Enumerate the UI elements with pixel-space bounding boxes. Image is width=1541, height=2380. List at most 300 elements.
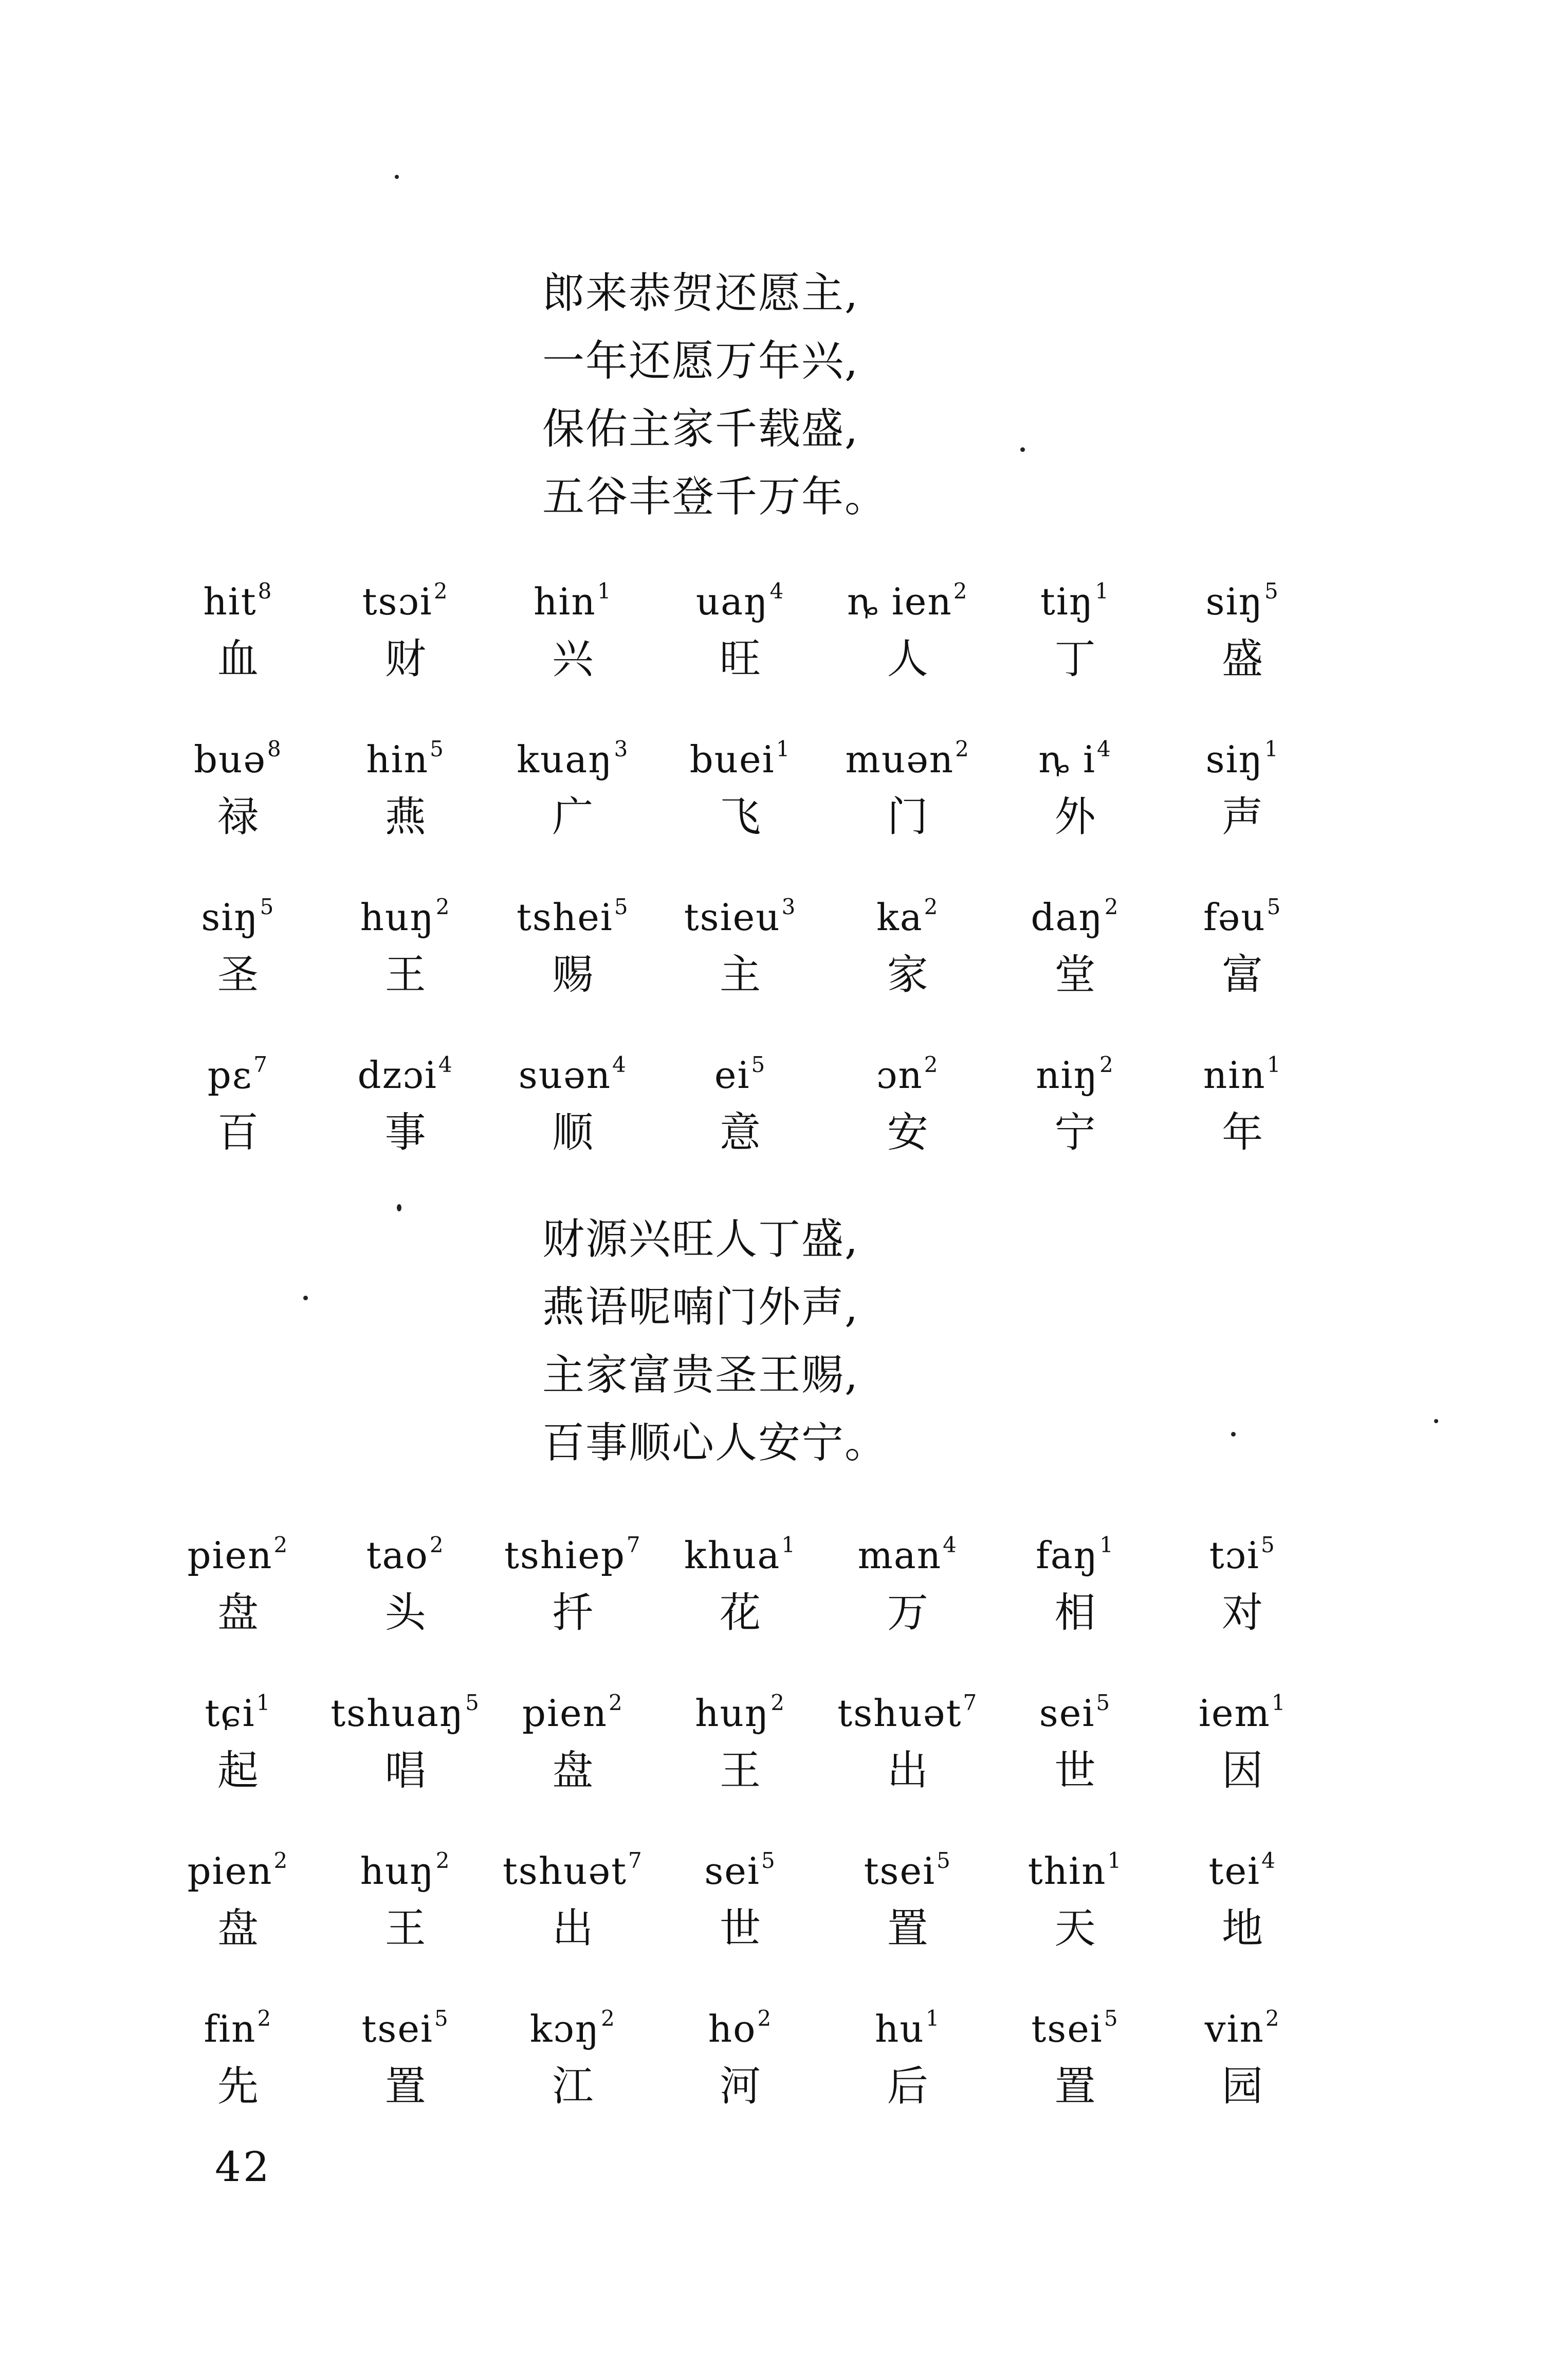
verse-line: 五谷丰登千万年。 [542, 473, 888, 521]
chinese-character: 丁 [1054, 635, 1096, 683]
tone-number: 4 [612, 1052, 627, 1077]
romanization [1203, 1039, 1282, 1097]
syllable-cell [992, 1519, 1159, 1677]
romanization [1209, 1519, 1276, 1577]
romanization-syllable: tshuaŋ [331, 1692, 465, 1735]
chinese-character: 万 [887, 1589, 928, 1637]
chinese-character: 盘 [217, 1904, 259, 1952]
chinese-character: 年 [1222, 1109, 1263, 1156]
chinese-character: 燕 [384, 793, 426, 841]
tone-number: 7 [253, 1052, 268, 1077]
verse-line: 郎来恭贺还愿主, [542, 269, 859, 318]
romanization [1031, 1993, 1118, 2050]
romanization-syllable: buə [193, 738, 267, 781]
chinese-character: 起 [217, 1747, 259, 1794]
tone-number: 2 [433, 578, 449, 604]
romanization [847, 566, 968, 623]
chinese-character: 对 [1222, 1589, 1263, 1637]
verse-line: 百事顺心人安宁。 [542, 1419, 888, 1467]
syllable-cell [992, 1835, 1159, 1993]
chinese-character: 宁 [1054, 1109, 1096, 1156]
chinese-character: 富 [1222, 951, 1263, 998]
romanization [1209, 1835, 1276, 1893]
syllable-cell [992, 1677, 1159, 1835]
romanization-syllable: ei [714, 1053, 750, 1097]
romanization-syllable: fin [204, 2007, 256, 2050]
romanization-syllable: ȵ i [1038, 738, 1096, 781]
romanization-syllable: tshiep [504, 1534, 626, 1577]
romanization-syllable: huŋ [360, 896, 435, 939]
chinese-character: 人 [887, 635, 928, 683]
tone-number: 1 [925, 2006, 941, 2031]
chinese-character: 相 [1054, 1589, 1096, 1637]
romanization-syllable: faŋ [1036, 1534, 1099, 1577]
romanization [875, 1993, 940, 2050]
tone-number: 5 [1260, 1532, 1276, 1557]
chinese-character: 家 [887, 951, 928, 998]
chinese-character: 安 [887, 1109, 928, 1156]
tone-number: 7 [963, 1690, 978, 1715]
tone-number: 2 [273, 1532, 289, 1557]
romanization-syllable: niŋ [1036, 1053, 1098, 1097]
romanization-syllable: pien [187, 1534, 273, 1577]
romanization-syllable: tsei [1031, 2007, 1103, 2050]
chinese-character: 意 [720, 1109, 761, 1156]
syllable-cell [824, 1835, 992, 1993]
tone-number: 1 [1099, 1532, 1114, 1557]
syllable-cell [656, 1039, 824, 1197]
romanization-syllable: tsei [864, 1849, 936, 1893]
romanization-syllable: dzɔi [357, 1053, 437, 1097]
tone-number: 1 [1267, 1052, 1282, 1077]
romanization-syllable: thin [1028, 1849, 1107, 1893]
tone-number: 5 [761, 1848, 776, 1873]
romanization [1203, 881, 1281, 939]
tone-number: 2 [1099, 1052, 1114, 1077]
grid-row [154, 566, 1326, 723]
romanization-syllable: nin [1203, 1053, 1266, 1097]
tone-number: 1 [256, 1690, 271, 1715]
romanization [187, 1519, 288, 1577]
romanization-syllable: ho [708, 2007, 757, 2050]
romanization [837, 1677, 978, 1735]
romanization [1028, 1835, 1122, 1893]
romanization [1031, 881, 1119, 939]
romanization [876, 1039, 939, 1097]
romanization [204, 1993, 272, 2050]
romanization [504, 1519, 641, 1577]
syllable-cell [992, 1039, 1159, 1197]
romanization [1206, 723, 1279, 781]
chinese-character: 盘 [217, 1589, 259, 1637]
tone-number: 8 [267, 736, 282, 761]
syllable-cell [322, 1519, 489, 1677]
tone-number: 5 [1267, 894, 1282, 919]
romanization [864, 1835, 951, 1893]
syllable-cell [992, 723, 1159, 881]
chinese-character: 旺 [720, 635, 761, 683]
romanization [1038, 723, 1112, 781]
grid-row [154, 1039, 1326, 1197]
romanization [695, 1677, 785, 1735]
romanization [358, 1039, 453, 1097]
syllable-cell [1159, 1835, 1326, 1993]
romanization [362, 566, 449, 623]
romanization-syllable: hin [534, 580, 596, 623]
syllable-cell [1159, 881, 1326, 1039]
chinese-character: 禄 [217, 793, 259, 841]
syllable-cell [1159, 1677, 1326, 1835]
syllable-cell [154, 1519, 322, 1677]
romanization-syllable: siŋ [1205, 738, 1263, 781]
scan-speck [397, 1204, 401, 1211]
romanization-syllable: kuaŋ [517, 738, 613, 781]
tone-number: 3 [614, 736, 629, 761]
romanization-syllable: pien [187, 1849, 273, 1893]
romanization-syllable: sei [704, 1849, 760, 1893]
scan-speck [1020, 447, 1025, 452]
syllable-cell [1159, 1039, 1326, 1197]
syllable-cell [322, 1677, 489, 1835]
romanization [876, 881, 939, 939]
chinese-character: 盛 [1222, 635, 1263, 683]
tone-number: 5 [430, 736, 445, 761]
romanization-syllable: siŋ [201, 896, 259, 939]
chinese-character: 圣 [217, 951, 259, 998]
chinese-character: 飞 [720, 793, 761, 841]
romanization-syllable: vin [1204, 2007, 1264, 2050]
tone-number: 5 [260, 894, 275, 919]
chinese-character: 盘 [552, 1747, 594, 1794]
romanization-syllable: tshuət [837, 1692, 962, 1735]
chinese-character: 因 [1222, 1747, 1263, 1794]
romanization-grid-1 [154, 566, 1326, 1197]
romanization [203, 566, 272, 623]
romanization-syllable: pien [522, 1692, 608, 1735]
romanization-syllable: khua [684, 1534, 781, 1577]
romanization-syllable: pɛ [207, 1053, 253, 1097]
romanization-syllable: tiŋ [1040, 580, 1094, 623]
syllable-cell [656, 1519, 824, 1677]
syllable-cell [656, 881, 824, 1039]
scan-speck [303, 1296, 308, 1300]
romanization [684, 1519, 796, 1577]
tone-number: 4 [1096, 736, 1112, 761]
syllable-cell [824, 1039, 992, 1197]
tone-number: 5 [465, 1690, 480, 1715]
romanization-syllable: hit [203, 580, 257, 623]
romanization [360, 881, 451, 939]
syllable-cell [824, 1993, 992, 2151]
tone-number: 2 [435, 894, 451, 919]
romanization [205, 1677, 271, 1735]
romanization-syllable: kɔŋ [529, 2007, 600, 2050]
romanization [1036, 1039, 1114, 1097]
syllable-cell [154, 1835, 322, 1993]
tone-number: 2 [771, 1690, 785, 1715]
romanization [194, 723, 282, 781]
chinese-character: 财 [384, 635, 426, 683]
romanization [846, 723, 970, 781]
romanization-syllable: hu [874, 2007, 925, 2050]
tone-number: 3 [781, 894, 797, 919]
romanization-syllable: huŋ [695, 1692, 770, 1735]
tone-number: 4 [943, 1532, 958, 1557]
syllable-cell [1159, 566, 1326, 723]
tone-number: 2 [924, 1052, 939, 1077]
romanization-syllable: ka [876, 896, 923, 939]
tone-number: 8 [258, 578, 273, 604]
tone-number: 7 [628, 1848, 643, 1873]
romanization [1199, 1677, 1287, 1735]
scan-speck [395, 175, 399, 179]
chinese-character: 出 [552, 1904, 594, 1952]
romanization-syllable: iem [1198, 1692, 1271, 1735]
grid-row [154, 1677, 1326, 1835]
tone-number: 2 [257, 2006, 272, 2031]
syllable-cell [489, 1677, 656, 1835]
romanization-syllable: tsei [361, 2007, 433, 2050]
chinese-character: 扦 [552, 1589, 594, 1637]
tone-number: 2 [1265, 2006, 1280, 2031]
chinese-character: 世 [720, 1904, 761, 1952]
syllable-cell [656, 566, 824, 723]
chinese-character: 世 [1054, 1747, 1096, 1794]
chinese-character: 出 [887, 1747, 928, 1794]
syllable-cell [154, 1039, 322, 1197]
chinese-character: 置 [887, 1904, 928, 1952]
scan-speck [1231, 1432, 1236, 1437]
chinese-character: 外 [1054, 793, 1096, 841]
romanization-syllable: daŋ [1031, 896, 1104, 939]
tone-number: 4 [438, 1052, 453, 1077]
romanization [530, 1993, 616, 2050]
chinese-character: 先 [217, 2062, 259, 2110]
chinese-character: 广 [552, 793, 594, 841]
chinese-character: 赐 [552, 951, 594, 998]
syllable-cell [1159, 1993, 1326, 2151]
tone-number: 4 [1261, 1848, 1276, 1873]
tone-number: 5 [1096, 1690, 1111, 1715]
syllable-cell [656, 1677, 824, 1835]
romanization [360, 1835, 451, 1893]
tone-number: 1 [781, 1532, 797, 1557]
romanization [1206, 566, 1279, 623]
verse-1 [542, 260, 888, 531]
romanization-syllable: tao [366, 1534, 429, 1577]
tone-number: 5 [434, 2006, 449, 2031]
tone-number: 1 [1271, 1690, 1287, 1715]
romanization-syllable: tshuət [502, 1849, 628, 1893]
chinese-character: 地 [1222, 1904, 1263, 1952]
romanization-syllable: tshei [516, 896, 613, 939]
tone-number: 2 [953, 578, 968, 604]
syllable-cell [322, 1039, 489, 1197]
verse-2 [542, 1206, 888, 1477]
romanization-syllable: tsɔi [362, 580, 433, 623]
romanization-syllable: muən [845, 738, 955, 781]
chinese-character: 事 [384, 1109, 426, 1156]
chinese-character: 置 [384, 2062, 426, 2110]
tone-number: 5 [614, 894, 629, 919]
chinese-character: 堂 [1054, 951, 1096, 998]
page-number: 42 [215, 2143, 271, 2191]
syllable-cell [322, 566, 489, 723]
syllable-cell [656, 723, 824, 881]
tone-number: 1 [776, 736, 791, 761]
romanization [1040, 566, 1110, 623]
romanization-syllable: ȵ ien [847, 580, 952, 623]
chinese-character: 园 [1222, 2062, 1263, 2110]
chinese-character: 百 [217, 1109, 259, 1156]
syllable-cell [154, 1993, 322, 2151]
romanization-syllable: man [857, 1534, 942, 1577]
chinese-character: 王 [384, 951, 426, 998]
syllable-cell [1159, 1519, 1326, 1677]
syllable-cell [154, 881, 322, 1039]
syllable-cell [824, 881, 992, 1039]
verse-line: 财源兴旺人丁盛, [542, 1215, 859, 1264]
romanization-syllable: buei [689, 738, 775, 781]
romanization [1039, 1677, 1111, 1735]
chinese-character: 顺 [552, 1109, 594, 1156]
romanization [858, 1519, 958, 1577]
scan-speck [1434, 1419, 1438, 1423]
syllable-cell [154, 723, 322, 881]
syllable-cell [489, 1039, 656, 1197]
tone-number: 5 [751, 1052, 766, 1077]
chinese-character: 唱 [384, 1747, 426, 1794]
chinese-character: 花 [720, 1589, 761, 1637]
tone-number: 2 [757, 2006, 773, 2031]
syllable-cell [1159, 723, 1326, 881]
chinese-character: 声 [1222, 793, 1263, 841]
romanization [534, 566, 612, 623]
grid-row [154, 1993, 1326, 2151]
romanization-syllable: tei [1208, 1849, 1261, 1893]
romanization-syllable: uaŋ [695, 580, 769, 623]
grid-row [154, 1519, 1326, 1677]
romanization [690, 723, 791, 781]
syllable-cell [489, 723, 656, 881]
syllable-cell [992, 881, 1159, 1039]
romanization-syllable: hin [366, 738, 429, 781]
chinese-character: 后 [887, 2062, 928, 2110]
romanization [366, 1519, 445, 1577]
romanization-syllable: siŋ [1205, 580, 1263, 623]
chinese-character: 王 [384, 1904, 426, 1952]
syllable-cell [154, 566, 322, 723]
tone-number: 2 [608, 1690, 623, 1715]
tone-number: 1 [1264, 736, 1279, 761]
syllable-cell [824, 1677, 992, 1835]
chinese-character: 血 [217, 635, 259, 683]
syllable-cell [824, 723, 992, 881]
syllable-cell [656, 1835, 824, 1993]
romanization [366, 723, 445, 781]
chinese-character: 主 [720, 951, 761, 998]
romanization-grid-2 [154, 1519, 1326, 2151]
syllable-cell [154, 1677, 322, 1835]
chinese-character: 河 [720, 2062, 761, 2110]
chinese-character: 王 [720, 1747, 761, 1794]
romanization [684, 881, 797, 939]
grid-row [154, 1835, 1326, 1993]
chinese-character: 兴 [552, 635, 594, 683]
tone-number: 2 [601, 2006, 616, 2031]
tone-number: 2 [955, 736, 970, 761]
syllable-cell [322, 1835, 489, 1993]
syllable-cell [656, 1993, 824, 2151]
syllable-cell [489, 1519, 656, 1677]
tone-number: 2 [924, 894, 939, 919]
syllable-cell [322, 881, 489, 1039]
romanization-syllable: tɔi [1209, 1534, 1260, 1577]
romanization [201, 881, 274, 939]
romanization [714, 1039, 766, 1097]
verse-line: 一年还愿万年兴, [542, 337, 859, 386]
tone-number: 5 [1104, 2006, 1119, 2031]
syllable-cell [489, 1835, 656, 1993]
verse-line: 燕语呢喃门外声, [542, 1283, 859, 1332]
romanization-syllable: sei [1039, 1692, 1095, 1735]
romanization [696, 566, 784, 623]
syllable-cell [824, 566, 992, 723]
syllable-cell [992, 566, 1159, 723]
syllable-cell [489, 881, 656, 1039]
romanization-syllable: ɔn [876, 1053, 923, 1097]
romanization [708, 1993, 772, 2050]
tone-number: 1 [1095, 578, 1110, 604]
romanization-syllable: fəu [1203, 896, 1266, 939]
tone-number: 5 [937, 1848, 951, 1873]
tone-number: 1 [1107, 1848, 1123, 1873]
tone-number: 2 [1104, 894, 1120, 919]
romanization [704, 1835, 776, 1893]
romanization [1205, 1993, 1280, 2050]
syllable-cell [322, 723, 489, 881]
chinese-character: 置 [1054, 2062, 1096, 2110]
chinese-character: 天 [1054, 1904, 1096, 1952]
tone-number: 1 [597, 578, 612, 604]
verse-line: 主家富贵圣王赐, [542, 1351, 859, 1400]
syllable-cell [824, 1519, 992, 1677]
romanization [522, 1677, 623, 1735]
syllable-cell [489, 1993, 656, 2151]
tone-number: 2 [273, 1848, 289, 1873]
syllable-cell [322, 1993, 489, 2151]
romanization [517, 723, 629, 781]
romanization [208, 1039, 268, 1097]
romanization [517, 881, 629, 939]
grid-row [154, 881, 1326, 1039]
romanization [187, 1835, 288, 1893]
romanization [331, 1677, 480, 1735]
romanization-syllable: tsieu [684, 896, 781, 939]
syllable-cell [489, 566, 656, 723]
tone-number: 2 [435, 1848, 451, 1873]
romanization [1036, 1519, 1114, 1577]
tone-number: 2 [429, 1532, 445, 1557]
tone-number: 4 [769, 578, 785, 604]
tone-number: 7 [626, 1532, 641, 1557]
grid-row [154, 723, 1326, 881]
romanization-syllable: tɕi [205, 1692, 255, 1735]
romanization-syllable: suən [518, 1053, 612, 1097]
chinese-character: 头 [384, 1589, 426, 1637]
romanization [519, 1039, 627, 1097]
romanization-syllable: huŋ [360, 1849, 435, 1893]
